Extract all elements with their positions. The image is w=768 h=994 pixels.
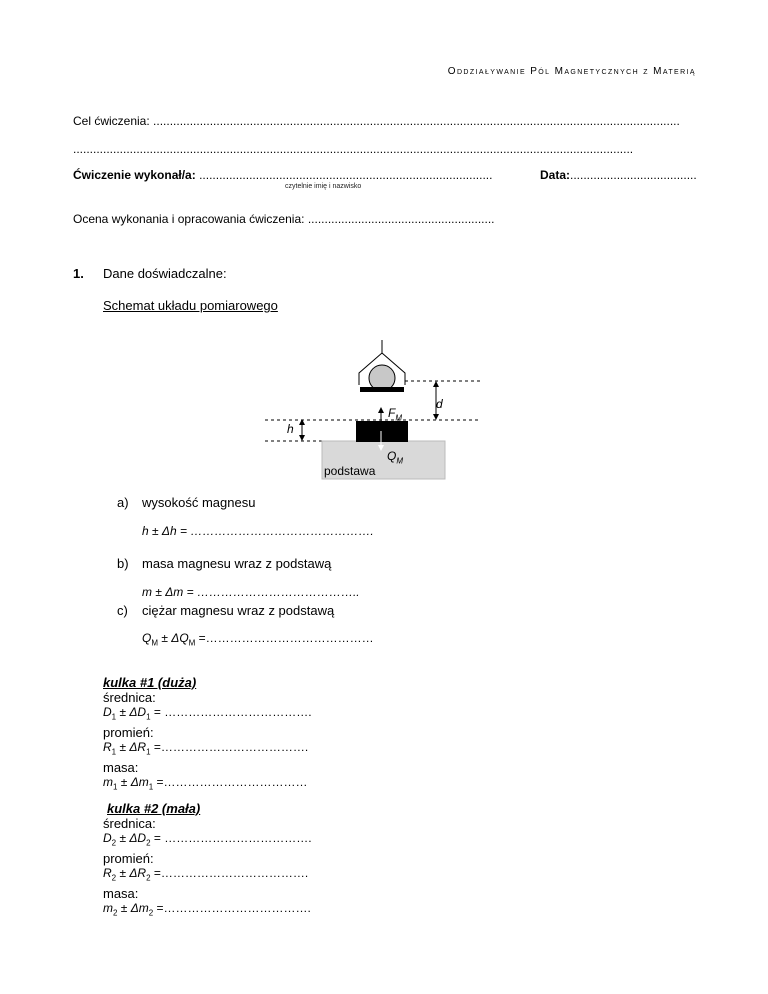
ball1-title: kulka #1 (duża) [103,675,197,690]
balance-pan [360,387,404,392]
ball2-diam-formula[interactable]: $D_2 \pm \Delta D_2$ = ………………………………. [103,831,312,848]
ball1-mass-label: masa: [103,759,139,775]
ball2-rad-label: promień: [103,851,154,866]
schema-title: Schemat układu pomiarowego [103,298,278,313]
item-a-label: wysokość magnesu [142,495,256,510]
page-header-title: Oddziaływanie Pól Magnetycznych z Materią [447,66,696,77]
ball1-rad-label: promień: [103,725,154,740]
label-force: $F_M$ [388,406,403,423]
grade-line [73,212,495,226]
name-hint: czytelnie imię i nazwisko [285,183,362,190]
ball2-diam-label: średnica: [103,816,156,832]
grade-dots[interactable]: ........................................................ [307,212,495,226]
goal-label: Cel ćwiczenia: [73,114,150,128]
ball1-diam-formula[interactable]: $D_1 \pm \Delta D_1$ = ………………………………. [103,705,312,722]
item-a-formula[interactable]: h ± Δh = ………………………………………. [142,524,374,538]
grade-label: Ocena wykonania i opracowania ćwiczenia: [73,212,305,226]
item-c-label: ciężar magnesu wraz z podstawą [142,603,335,618]
section-number: 1. [73,266,84,281]
ball2-title: kulka #2 (mała) [107,801,201,816]
ball2-mass-formula[interactable]: $m_2 \pm \Delta m_2$ =………………………………. [103,901,311,918]
performed-line [73,168,492,182]
section-title: Dane doświadczalne: [103,266,227,281]
label-h: h [287,422,294,436]
performed-label: Ćwiczenie wykonał/a: [73,168,196,182]
item-b-marker: b) [117,556,129,571]
label-weight: $Q_M$ [387,449,404,466]
item-c-formula[interactable]: $Q_M \pm \Delta Q_M$ =…………………………………… [142,631,374,648]
item-b-formula[interactable]: m ± Δm = ………………………………….. [142,585,360,599]
ball1-mass-formula[interactable]: $m_1 \pm \Delta m_1$ =……………………………… [103,775,308,792]
goal-line [73,114,680,128]
ball2-mass-label: masa: [103,885,139,901]
date-dots[interactable]: ...................................... [570,168,697,182]
item-b-label: masa magnesu wraz z podstawą [142,556,332,571]
date-label: Data: [540,168,571,182]
date-line [540,168,697,182]
item-a-marker: a) [117,495,129,510]
goal-dots-2[interactable]: ........................................................................................................................................................................ [73,142,634,156]
label-d: d [436,397,443,411]
goal-dots[interactable]: .............................................................................................................................................................. [153,114,680,128]
magnet-rect [356,421,408,442]
ball1-block [103,675,312,795]
ball1-diam-label: średnica: [103,690,156,706]
ball1-rad-formula[interactable]: $R_1 \pm \Delta R_1$ =………………………………. [103,740,309,757]
performed-dots[interactable]: ........................................................................................ [199,168,493,182]
label-base: podstawa [324,464,376,478]
ball2-block [103,801,312,921]
item-c-marker: c) [117,603,128,618]
ball2-rad-formula[interactable]: $R_2 \pm \Delta R_2$ =………………………………. [103,866,309,883]
